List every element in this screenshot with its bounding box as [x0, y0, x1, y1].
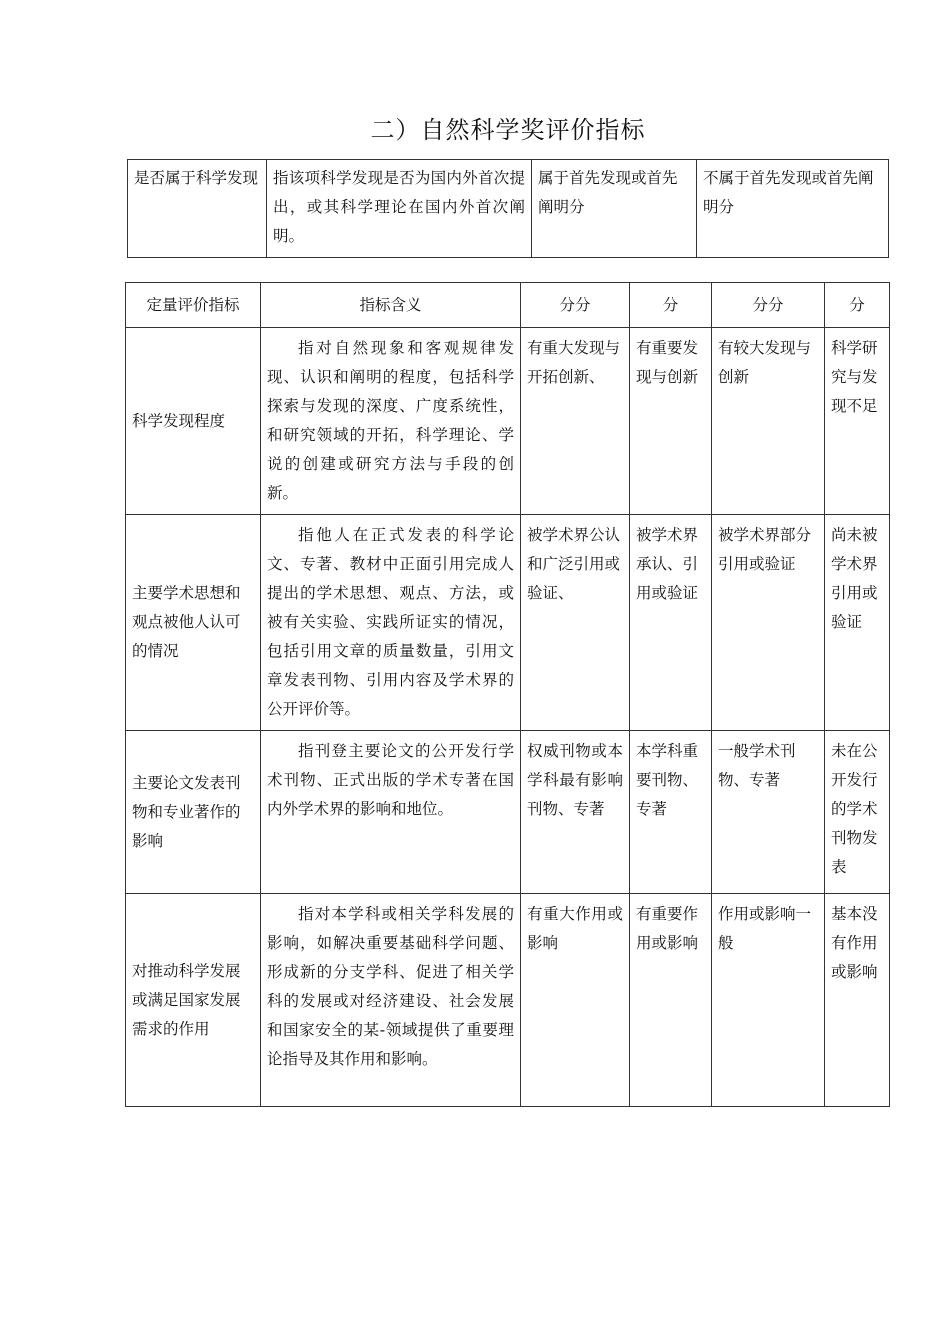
- not-first-discovery-score-cell: 不属于首先发现或首先阐明分: [697, 160, 889, 258]
- table-row: [126, 328, 890, 515]
- level-cell: 一般学术刊物、专著: [712, 731, 825, 894]
- level-cell: 作用或影响一般: [712, 894, 825, 1107]
- indicator-cell: 主要学术思想和观点被他人认可的情况: [126, 515, 261, 731]
- discovery-criterion-cell: 是否属于科学发现: [128, 160, 267, 258]
- table-row: [126, 515, 890, 731]
- meaning-cell: [261, 894, 521, 1107]
- column-header-score-1: 分分: [521, 283, 630, 328]
- indicator-cell: 对推动科学发展或满足国家发展需求的作用: [126, 894, 261, 1107]
- level-cell: 有较大发现与创新: [712, 328, 825, 515]
- first-discovery-score-cell: 属于首先发现或首先阐明分: [532, 160, 697, 258]
- level-cell: 有重要作用或影响: [630, 894, 712, 1107]
- level-cell: 科学研究与发现不足: [825, 328, 890, 515]
- column-header-score-3: 分分: [712, 283, 825, 328]
- column-header-score-2: 分: [630, 283, 712, 328]
- meaning-cell: [261, 328, 521, 515]
- level-cell: 被学术界部分引用或验证: [712, 515, 825, 731]
- level-cell: 本学科重要刊物、专著: [630, 731, 712, 894]
- level-cell: 被学术界承认、引用或验证: [630, 515, 712, 731]
- level-cell: 有重要发现与创新: [630, 328, 712, 515]
- meaning-cell: [261, 515, 521, 731]
- indicator-cell: 科学发现程度: [126, 328, 261, 515]
- column-header-meaning: 指标含义: [261, 283, 521, 328]
- level-cell: 有重大作用或影响: [521, 894, 630, 1107]
- column-header-indicator: 定量评价指标: [126, 283, 261, 328]
- indicator-cell: 主要论文发表刊物和专业著作的影响: [126, 731, 261, 894]
- level-cell: 未在公开发行的学术刊物发表: [825, 731, 890, 894]
- meaning-text: 指刊登主要论文的公开发行学术刊物、正式出版的学术专著在国内外学术界的影响和地位。: [267, 742, 514, 818]
- table-row: [128, 160, 889, 258]
- level-cell: 权威刊物或本学科最有影响刊物、专著: [521, 731, 630, 894]
- level-cell: 尚未被学术界引用或验证: [825, 515, 890, 731]
- discovery-definition-cell: 指该项科学发现是否为国内外首次提出，或其科学理论在国内外首次阐明。: [267, 160, 532, 258]
- table-header-row: [126, 283, 890, 328]
- column-header-score-4: 分: [825, 283, 890, 328]
- meaning-cell: [261, 731, 521, 894]
- meaning-text: 指对本学科或相关学科发展的影响，如解决重要基础科学问题、形成新的分支学科、促进了相关学科的发展或对经济建设、社会发展和国家安全的某-领域提供了重要理论指导及其作用和影响。: [267, 905, 514, 1068]
- meaning-text: 指他人在正式发表的科学论文、专著、教材中正面引用完成人提出的学术思想、观点、方法，或被有关实验、实践所证实的情况，包括引用文章的质量数量，引用文章发表刊物、引用内容及学术界的公开评价等。: [267, 526, 514, 718]
- page-title: 二）自然科学奖评价指标: [370, 116, 646, 144]
- table-row: [126, 731, 890, 894]
- table-row: [126, 894, 890, 1107]
- level-cell: 有重大发现与开拓创新、: [521, 328, 630, 515]
- level-cell: 基本没有作用或影响: [825, 894, 890, 1107]
- level-cell: 被学术界公认和广泛引用或验证、: [521, 515, 630, 731]
- meaning-text: 指对自然现象和客观规律发现、认识和阐明的程度，包括科学探索与发现的深度、广度系统性，和研究领域的开拓，科学理论、学说的创建或研究方法与手段的创新。: [267, 339, 514, 502]
- discovery-table: [127, 159, 889, 258]
- quantitative-evaluation-table: [125, 282, 890, 1107]
